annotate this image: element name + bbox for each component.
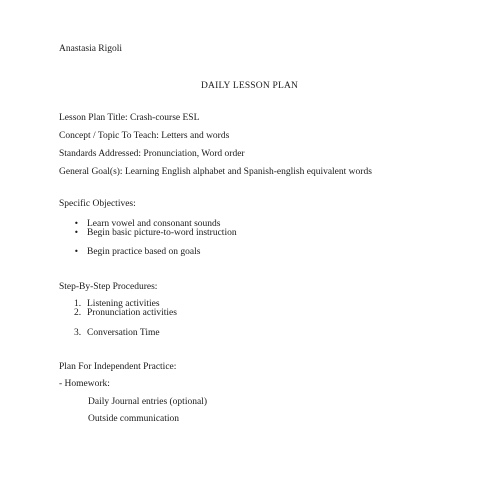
procedure-number: 1. xyxy=(74,299,82,309)
homework-item: Outside communication xyxy=(88,414,180,424)
procedure-number: 3. xyxy=(74,328,82,338)
specific-objectives-heading: Specific Objectives: xyxy=(59,199,136,209)
objective-text: Begin basic picture-to-word instruction xyxy=(87,228,237,238)
procedure-list-item xyxy=(74,308,177,319)
procedure-text: Listening activities xyxy=(87,299,160,309)
procedure-number: 2. xyxy=(74,308,82,318)
standards-field: Standards Addressed: Pronunciation, Word order xyxy=(59,149,245,159)
procedure-text: Pronunciation activities xyxy=(87,308,177,318)
independent-practice-heading: Plan For Independent Practice: xyxy=(59,362,177,372)
lesson-plan-title-field: Lesson Plan Title: Crash-course ESL xyxy=(59,113,200,123)
bullet-icon: • xyxy=(74,247,79,256)
homework-item: Daily Journal entries (optional) xyxy=(88,397,207,407)
bullet-icon: • xyxy=(74,228,79,237)
objective-text: Learn vowel and consonant sounds xyxy=(87,219,221,229)
objective-text: Begin practice based on goals xyxy=(87,247,201,257)
concept-field: Concept / Topic To Teach: Letters and words xyxy=(59,131,230,141)
procedures-heading: Step-By-Step Procedures: xyxy=(59,282,158,292)
objective-list-item xyxy=(74,247,200,258)
procedure-list-item xyxy=(74,328,160,339)
procedure-text: Conversation Time xyxy=(87,328,160,338)
homework-label: - Homework: xyxy=(59,379,110,389)
document-title: DAILY LESSON PLAN xyxy=(201,81,299,91)
author-name: Anastasia Rigoli xyxy=(59,44,123,54)
general-goals-field: General Goal(s): Learning English alphabet and Spanish-english equivalent words xyxy=(59,167,372,177)
objective-list-item xyxy=(74,228,237,239)
bullet-icon: • xyxy=(74,219,79,228)
